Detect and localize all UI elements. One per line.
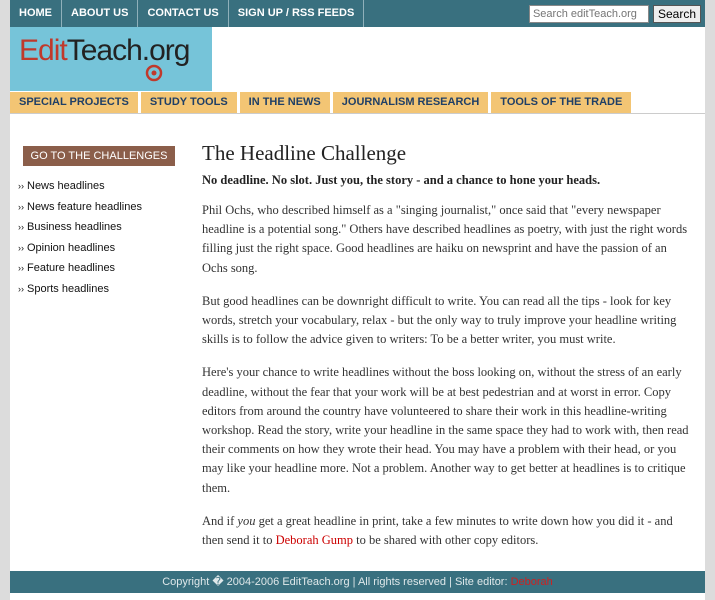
- search-input[interactable]: [529, 5, 649, 23]
- chevron-right-icon: ››: [18, 283, 24, 294]
- sidebar-item-label: Opinion headlines: [27, 241, 116, 254]
- search-button[interactable]: Search: [653, 5, 701, 23]
- chevron-right-icon: ››: [18, 263, 24, 273]
- logo-swirl-icon: [143, 63, 165, 83]
- section-nav: [10, 92, 634, 113]
- sidebar-item-sports-headlines[interactable]: [18, 279, 183, 300]
- sidebar-item-label: News feature headlines: [27, 200, 142, 213]
- article-paragraph-2: But good headlines can be downright difficult to write. You can read all the tips - look for key words, stretch your vocabulary, relax - but the only way to truly improve your headline writing skills is to follow the advice given to writers: To be a better writer, you must write.: [202, 293, 677, 347]
- logo-teach: Teach: [66, 34, 142, 67]
- top-nav: [10, 0, 364, 27]
- sidebar-item-business-headlines[interactable]: [18, 217, 183, 238]
- challenge-list: [18, 176, 183, 299]
- article-paragraph-3: Here's your chance to write headlines without the boss looking on, without the stress of an early deadline, without the fear that your work will be at best pedestrian and at worst in error. Copy editors from around the country have volunteered to share their work in this headline-writing workshop. Read the story, write your headline in the same space they had to work with, then read their comments on how they wrote their head. You may have a problem with their head, or you may like your headline more. Not a problem. Another way to get better at headlines is to critique them.: [202, 365, 689, 495]
- chevron-right-icon: ››: [18, 201, 24, 212]
- article-paragraph-1: Phil Ochs, who described himself as a "singing journalist," once said that "every newspaper headline is a potential song." Others have described headlines as poetry, with just the right words filling just the right space. Good headlines are haiku on newsprint and have the passion of an Ochs song.: [202, 203, 688, 275]
- sidebar: [18, 146, 183, 299]
- sidebar-item-feature-headlines[interactable]: [18, 258, 183, 279]
- article: [202, 140, 694, 550]
- paragraph-text: And if: [202, 513, 238, 528]
- copyright-text: Copyright � 2004-2006 EditTeach.org | All rights reserved | Site editor:: [162, 576, 511, 588]
- sidebar-item-label: Business headlines: [27, 221, 122, 233]
- paragraph-text: get a great headline in print, take a few minutes to write down how you did it - and then send it to: [202, 513, 673, 548]
- nav-study-tools[interactable]: STUDY TOOLS: [141, 92, 237, 113]
- header-divider: [10, 113, 705, 114]
- nav-about-us[interactable]: ABOUT US: [62, 0, 138, 27]
- go-to-challenges-button[interactable]: GO TO THE CHALLENGES: [23, 146, 175, 166]
- search-form: [529, 5, 701, 23]
- sidebar-item-label: Sports headlines: [27, 282, 109, 295]
- top-bar: [10, 0, 705, 27]
- footer: [10, 571, 705, 593]
- article-paragraph-4: [202, 512, 694, 550]
- sidebar-item-opinion-headlines[interactable]: [18, 238, 183, 259]
- site-logo[interactable]: [10, 27, 212, 91]
- nav-special-projects[interactable]: SPECIAL PROJECTS: [10, 92, 138, 113]
- page-title: The Headline Challenge: [202, 141, 407, 165]
- nav-tools-of-the-trade[interactable]: TOOLS OF THE TRADE: [491, 92, 631, 113]
- sidebar-item-news-feature-headlines[interactable]: [18, 197, 183, 218]
- site-editor-link[interactable]: Deborah: [510, 576, 553, 588]
- nav-home[interactable]: HOME: [10, 0, 62, 27]
- deborah-gump-link[interactable]: Deborah Gump: [275, 533, 354, 548]
- emphasis-you: you: [237, 513, 256, 528]
- logo-org: .org: [141, 34, 190, 67]
- nav-contact-us[interactable]: CONTACT US: [138, 0, 228, 27]
- chevron-right-icon: ››: [18, 242, 24, 253]
- sidebar-item-label: Feature headlines: [27, 262, 116, 274]
- sidebar-item-label: News headlines: [27, 180, 105, 192]
- article-lead: No deadline. No slot. Just you, the story - and a chance to hone your heads.: [202, 173, 601, 187]
- chevron-right-icon: ››: [18, 222, 24, 232]
- nav-in-the-news[interactable]: IN THE NEWS: [240, 92, 330, 113]
- nav-signup-rss[interactable]: SIGN UP / RSS FEEDS: [229, 0, 365, 27]
- nav-journalism-research[interactable]: JOURNALISM RESEARCH: [333, 92, 489, 113]
- sidebar-item-news-headlines[interactable]: [18, 176, 183, 197]
- chevron-right-icon: ››: [18, 181, 24, 191]
- paragraph-text: to be shared with other copy editors.: [353, 533, 539, 548]
- logo-edit: Edit: [19, 34, 67, 67]
